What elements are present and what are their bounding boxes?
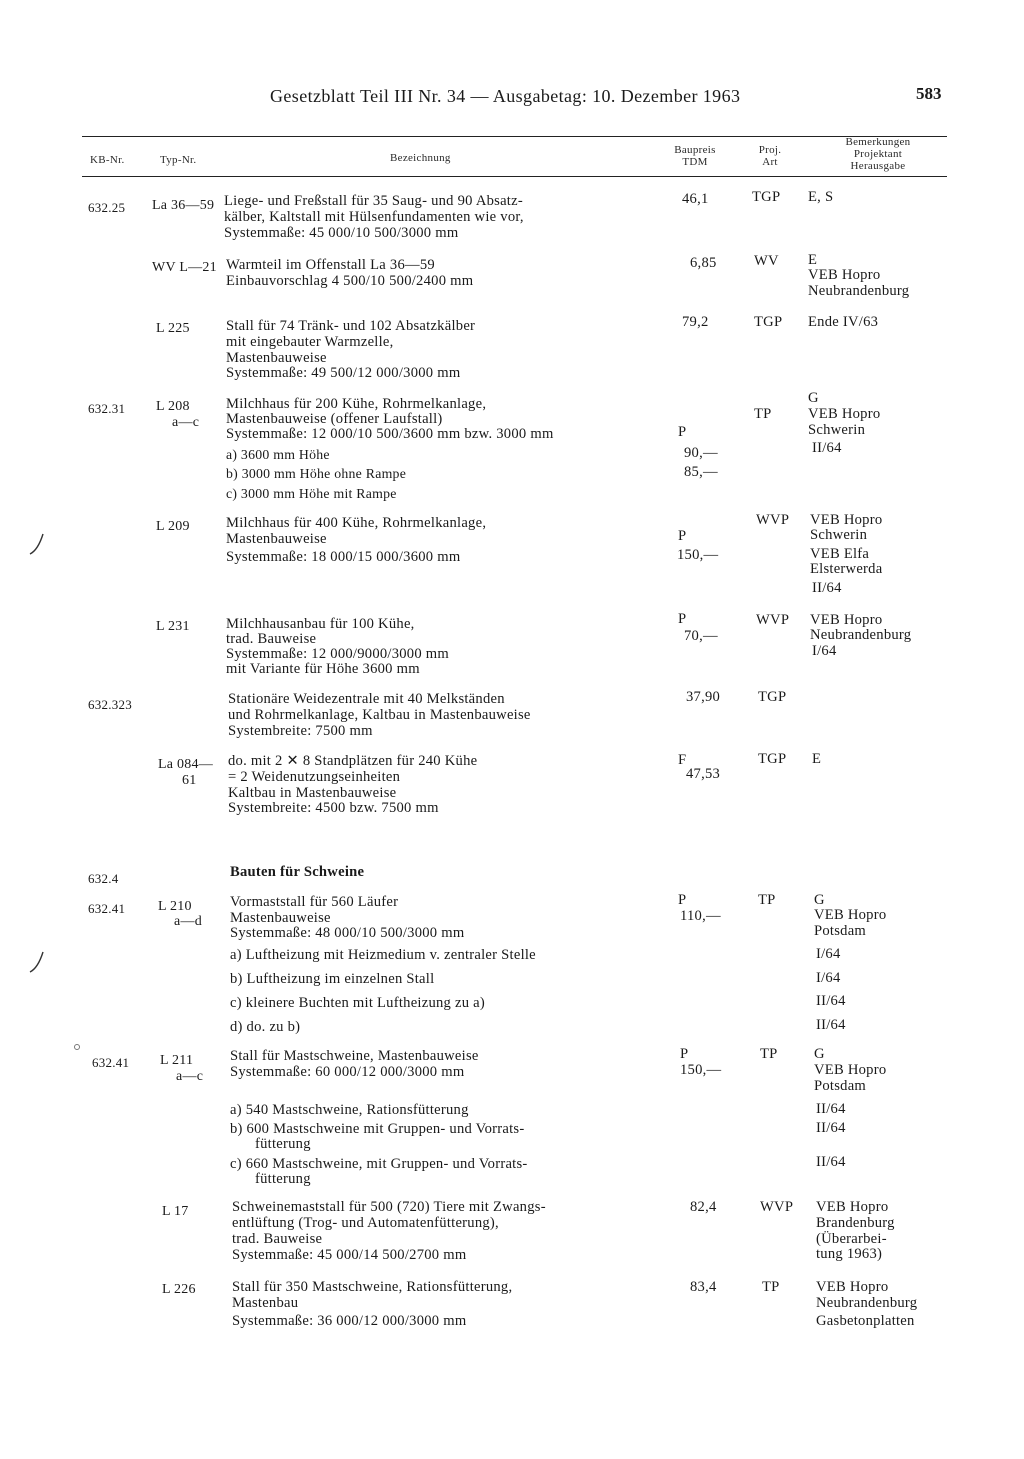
row-bezeichnung-line: Systemmaße: 45 000/10 500/3000 mm (224, 225, 459, 241)
row-proj-art: WVP (756, 512, 790, 528)
row-bezeichnung-line: Mastenbauweise (230, 910, 331, 926)
row-proj-art: TGP (758, 751, 787, 767)
row-kb-nr: 632.41 (92, 1055, 130, 1070)
row-bemerkung-line: E (808, 252, 818, 268)
row-baupreis-code: P (678, 424, 687, 440)
row-bezeichnung-line: Stationäre Weidezentrale mit 40 Melkständen (228, 691, 505, 707)
row-bezeichnung-line: Milchhaus für 200 Kühe, Rohrmelkanlage, (226, 396, 487, 412)
row-variant-line: fütterung (255, 1171, 311, 1187)
row-bemerkung-line: II/64 (816, 1120, 846, 1136)
column-header-kb-nr: KB-Nr. (90, 154, 125, 166)
row-proj-art: WVP (760, 1199, 794, 1215)
row-bemerkung-line: Ende IV/63 (808, 314, 879, 330)
row-baupreis-code: P (678, 611, 687, 627)
row-bemerkung-line: Potsdam (814, 1078, 867, 1094)
row-proj-art: TP (762, 1279, 780, 1295)
row-baupreis: 85,— (684, 464, 718, 480)
row-bemerkung-line: II/64 (816, 1154, 846, 1170)
row-bezeichnung-line: Mastenbauweise (226, 531, 327, 547)
row-bezeichnung-line: Milchhaus für 400 Kühe, Rohrmelkanlage, (226, 515, 487, 531)
row-bezeichnung-line: Systemmaße: 18 000/15 000/3600 mm (226, 549, 461, 565)
page-header-title: Gesetzblatt Teil III Nr. 34 — Ausgabetag: 10. Dezember 1963 (270, 86, 741, 106)
row-bezeichnung-line: Mastenbauweise (offener Laufstall) (226, 411, 443, 427)
row-baupreis: 83,4 (690, 1279, 717, 1295)
column-header-baupreis (667, 144, 723, 168)
row-proj-art: TGP (752, 189, 781, 205)
row-bezeichnung-line: kälber, Kaltstall mit Hülsenfundamenten wie vor, (224, 209, 524, 225)
row-bezeichnung-line: Systembreite: 4500 bzw. 7500 mm (228, 800, 439, 816)
row-bemerkung-line: VEB Hopro (810, 612, 883, 628)
row-baupreis: 90,— (684, 445, 718, 461)
row-bemerkung-line: Schwerin (808, 422, 866, 438)
row-kb-nr: 632.323 (88, 697, 132, 712)
row-proj-art: TP (760, 1046, 778, 1062)
row-bemerkung-line: I/64 (812, 643, 837, 659)
row-typ-nr: L 210 (158, 899, 192, 914)
row-bemerkung-line: (Überarbei- (816, 1231, 887, 1247)
row-bemerkung-line: I/64 (816, 970, 841, 986)
row-kb-nr: 632.4 (88, 871, 119, 886)
row-bezeichnung-line: Stall für 74 Tränk- und 102 Absatzkälber (226, 318, 476, 334)
row-bemerkung-line: Neubrandenburg (810, 627, 912, 643)
row-bemerkung-line: E (812, 751, 822, 767)
row-baupreis: 82,4 (690, 1199, 717, 1215)
section-heading: Bauten für Schweine (230, 864, 365, 880)
row-bemerkung-line: VEB Elfa (810, 546, 870, 562)
row-baupreis-code: P (678, 892, 687, 908)
row-bezeichnung-line: Schweinemaststall für 500 (720) Tiere mit Zwangs- (232, 1199, 546, 1215)
row-typ-nr: L 225 (156, 321, 190, 336)
row-variant-line: a) 540 Mastschweine, Rationsfütterung (230, 1102, 469, 1118)
row-bemerkung-line: G (814, 892, 825, 908)
row-bemerkung-line: VEB Hopro (810, 512, 883, 528)
row-typ-nr-suffix: a—c (176, 1069, 204, 1084)
row-bezeichnung-line: Warmteil im Offenstall La 36—59 (226, 257, 435, 273)
row-bezeichnung-line: und Rohrmelkanlage, Kaltbau in Mastenbauweise (228, 707, 531, 723)
row-bemerkung-line: Potsdam (814, 923, 867, 939)
margin-mark (26, 948, 48, 978)
margin-mark (72, 1042, 82, 1052)
row-bemerkung-line: G (814, 1046, 825, 1062)
row-bezeichnung-line: Systemmaße: 49 500/12 000/3000 mm (226, 365, 461, 381)
row-bemerkung-line: E, S (808, 189, 834, 205)
row-bezeichnung-line: trad. Bauweise (232, 1231, 323, 1247)
row-typ-nr: L 17 (162, 1204, 189, 1219)
row-bezeichnung-line: Einbauvorschlag 4 500/10 500/2400 mm (226, 273, 474, 289)
row-proj-art: TP (758, 892, 776, 908)
row-bemerkung-line: II/64 (812, 580, 842, 596)
row-variant-line: b) Luftheizung im einzelnen Stall (230, 971, 435, 987)
row-variant-line: c) 660 Mastschweine, mit Gruppen- und Vorrats- (230, 1156, 528, 1172)
row-bemerkung-line: VEB Hopro (814, 907, 887, 923)
row-bezeichnung-line: entlüftung (Trog- und Automatenfütterung), (232, 1215, 499, 1231)
row-bezeichnung-line: Systemmaße: 36 000/12 000/3000 mm (232, 1313, 467, 1329)
column-header-bemerkungen-line3: Herausgabe (850, 160, 906, 172)
row-bezeichnung-line: Systemmaße: 45 000/14 500/2700 mm (232, 1247, 467, 1263)
row-bemerkung-line: VEB Hopro (814, 1062, 887, 1078)
row-baupreis: 47,53 (686, 766, 721, 782)
row-typ-nr-suffix: a—d (174, 914, 202, 929)
row-bemerkung-line: VEB Hopro (816, 1199, 889, 1215)
row-bezeichnung-line: Mastenbauweise (226, 350, 327, 366)
row-typ-nr-suffix: a—c (172, 415, 200, 430)
row-bemerkung-line: II/64 (816, 1017, 846, 1033)
row-baupreis-code: P (678, 528, 687, 544)
row-bezeichnung-line: Mastenbau (232, 1295, 299, 1311)
column-header-bemerkungen (822, 136, 934, 172)
row-proj-art: TGP (758, 689, 787, 705)
row-bemerkung-line: Elsterwerda (810, 561, 883, 577)
column-header-bemerkungen-line2: Projektant (853, 148, 903, 160)
row-bemerkung-line: tung 1963) (816, 1246, 883, 1262)
row-bemerkung-line: Neubrandenburg (816, 1295, 918, 1311)
column-header-bemerkungen-line1: Bemerkungen (845, 136, 911, 148)
row-bezeichnung-line: Systemmaße: 12 000/10 500/3600 mm bzw. 3000 mm (226, 426, 554, 442)
page-number: 583 (916, 84, 942, 103)
row-variant-line: c) 3000 mm Höhe mit Rampe (226, 486, 397, 501)
row-variant-line: c) kleinere Buchten mit Luftheizung zu a) (230, 995, 486, 1011)
row-bezeichnung-line: Stall für 350 Mastschweine, Rationsfütterung, (232, 1279, 513, 1295)
row-bemerkung-line: Gasbetonplatten (816, 1313, 915, 1329)
row-bemerkung-line: II/64 (812, 440, 842, 456)
row-baupreis: 37,90 (686, 689, 721, 705)
row-bemerkung-line: VEB Hopro (808, 406, 881, 422)
row-bezeichnung-line: Milchhausanbau für 100 Kühe, (226, 616, 415, 632)
row-bezeichnung-line: Kaltbau in Mastenbauweise (228, 785, 397, 801)
column-header-baupreis-line2: TDM (682, 156, 708, 168)
row-variant-line: b) 3000 mm Höhe ohne Rampe (226, 466, 407, 481)
row-bezeichnung-line: Stall für Mastschweine, Mastenbauweise (230, 1048, 479, 1064)
margin-mark (26, 530, 48, 560)
row-typ-nr-suffix: 61 (182, 773, 197, 788)
row-typ-nr: L 211 (160, 1053, 194, 1068)
column-header-proj-art (748, 144, 792, 168)
row-bemerkung-line: Neubrandenburg (808, 283, 910, 299)
row-variant-line: a) Luftheizung mit Heizmedium v. zentraler Stelle (230, 947, 536, 963)
row-baupreis: 46,1 (682, 191, 709, 207)
row-bezeichnung-line: mit eingebauter Warmzelle, (226, 334, 394, 350)
row-baupreis-code: P (680, 1046, 689, 1062)
row-baupreis: 6,85 (690, 255, 717, 271)
row-bezeichnung-line: do. mit 2 ✕ 8 Standplätzen für 240 Kühe (228, 753, 478, 769)
row-bezeichnung-line: Systembreite: 7500 mm (228, 723, 373, 739)
row-typ-nr: WV L—21 (152, 260, 217, 275)
column-header-typ-nr: Typ-Nr. (160, 154, 197, 166)
row-bemerkung-line: G (808, 390, 819, 406)
row-bemerkung-line: II/64 (816, 993, 846, 1009)
header-rule-top (82, 136, 947, 137)
row-bezeichnung-line: Liege- und Freßstall für 35 Saug- und 90 Absatz- (224, 193, 523, 209)
row-proj-art: TGP (754, 314, 783, 330)
row-bezeichnung-line: mit Variante für Höhe 3600 mm (226, 661, 420, 677)
row-bemerkung-line: I/64 (816, 946, 841, 962)
row-baupreis: 110,— (680, 908, 721, 924)
row-typ-nr: L 226 (162, 1282, 196, 1297)
row-baupreis: 150,— (680, 1062, 722, 1078)
row-baupreis-code: F (678, 752, 687, 768)
column-header-proj-line2: Art (762, 156, 778, 168)
row-variant-line: fütterung (255, 1136, 311, 1152)
row-variant-line: b) 600 Mastschweine mit Gruppen- und Vorrats- (230, 1121, 525, 1137)
row-variant-line: a) 3600 mm Höhe (226, 447, 330, 462)
column-header-proj-line1: Proj. (758, 144, 782, 156)
row-baupreis: 70,— (684, 628, 718, 644)
row-typ-nr: L 208 (156, 399, 190, 414)
row-kb-nr: 632.41 (88, 901, 126, 916)
row-proj-art: WVP (756, 612, 790, 628)
header-rule-bottom (82, 176, 947, 177)
row-bezeichnung-line: Systemmaße: 60 000/12 000/3000 mm (230, 1064, 465, 1080)
row-kb-nr: 632.31 (88, 401, 126, 416)
row-proj-art: WV (754, 253, 779, 269)
row-typ-nr: L 231 (156, 619, 190, 634)
row-bezeichnung-line: Vormaststall für 560 Läufer (230, 894, 399, 910)
row-typ-nr: La 36—59 (152, 198, 215, 213)
row-bemerkung-line: Brandenburg (816, 1215, 895, 1231)
row-bemerkung-line: II/64 (816, 1101, 846, 1117)
row-proj-art: TP (754, 406, 772, 422)
row-kb-nr: 632.25 (88, 200, 126, 215)
row-bemerkung-line: VEB Hopro (816, 1279, 889, 1295)
row-bemerkung-line: Schwerin (810, 527, 868, 543)
row-bemerkung-line: VEB Hopro (808, 267, 881, 283)
row-baupreis: 79,2 (682, 314, 709, 330)
row-baupreis: 150,— (677, 547, 719, 563)
column-header-bezeichnung: Bezeichnung (390, 152, 451, 164)
row-bezeichnung-line: = 2 Weidenutzungseinheiten (228, 769, 401, 785)
row-bezeichnung-line: Systemmaße: 48 000/10 500/3000 mm (230, 925, 465, 941)
row-typ-nr: L 209 (156, 519, 190, 534)
row-variant-line: d) do. zu b) (230, 1019, 301, 1035)
row-typ-nr: La 084— (158, 757, 214, 772)
row-bezeichnung-line: trad. Bauweise (226, 631, 317, 647)
column-header-baupreis-line1: Baupreis (674, 144, 716, 156)
row-bezeichnung-line: Systemmaße: 12 000/9000/3000 mm (226, 646, 450, 662)
